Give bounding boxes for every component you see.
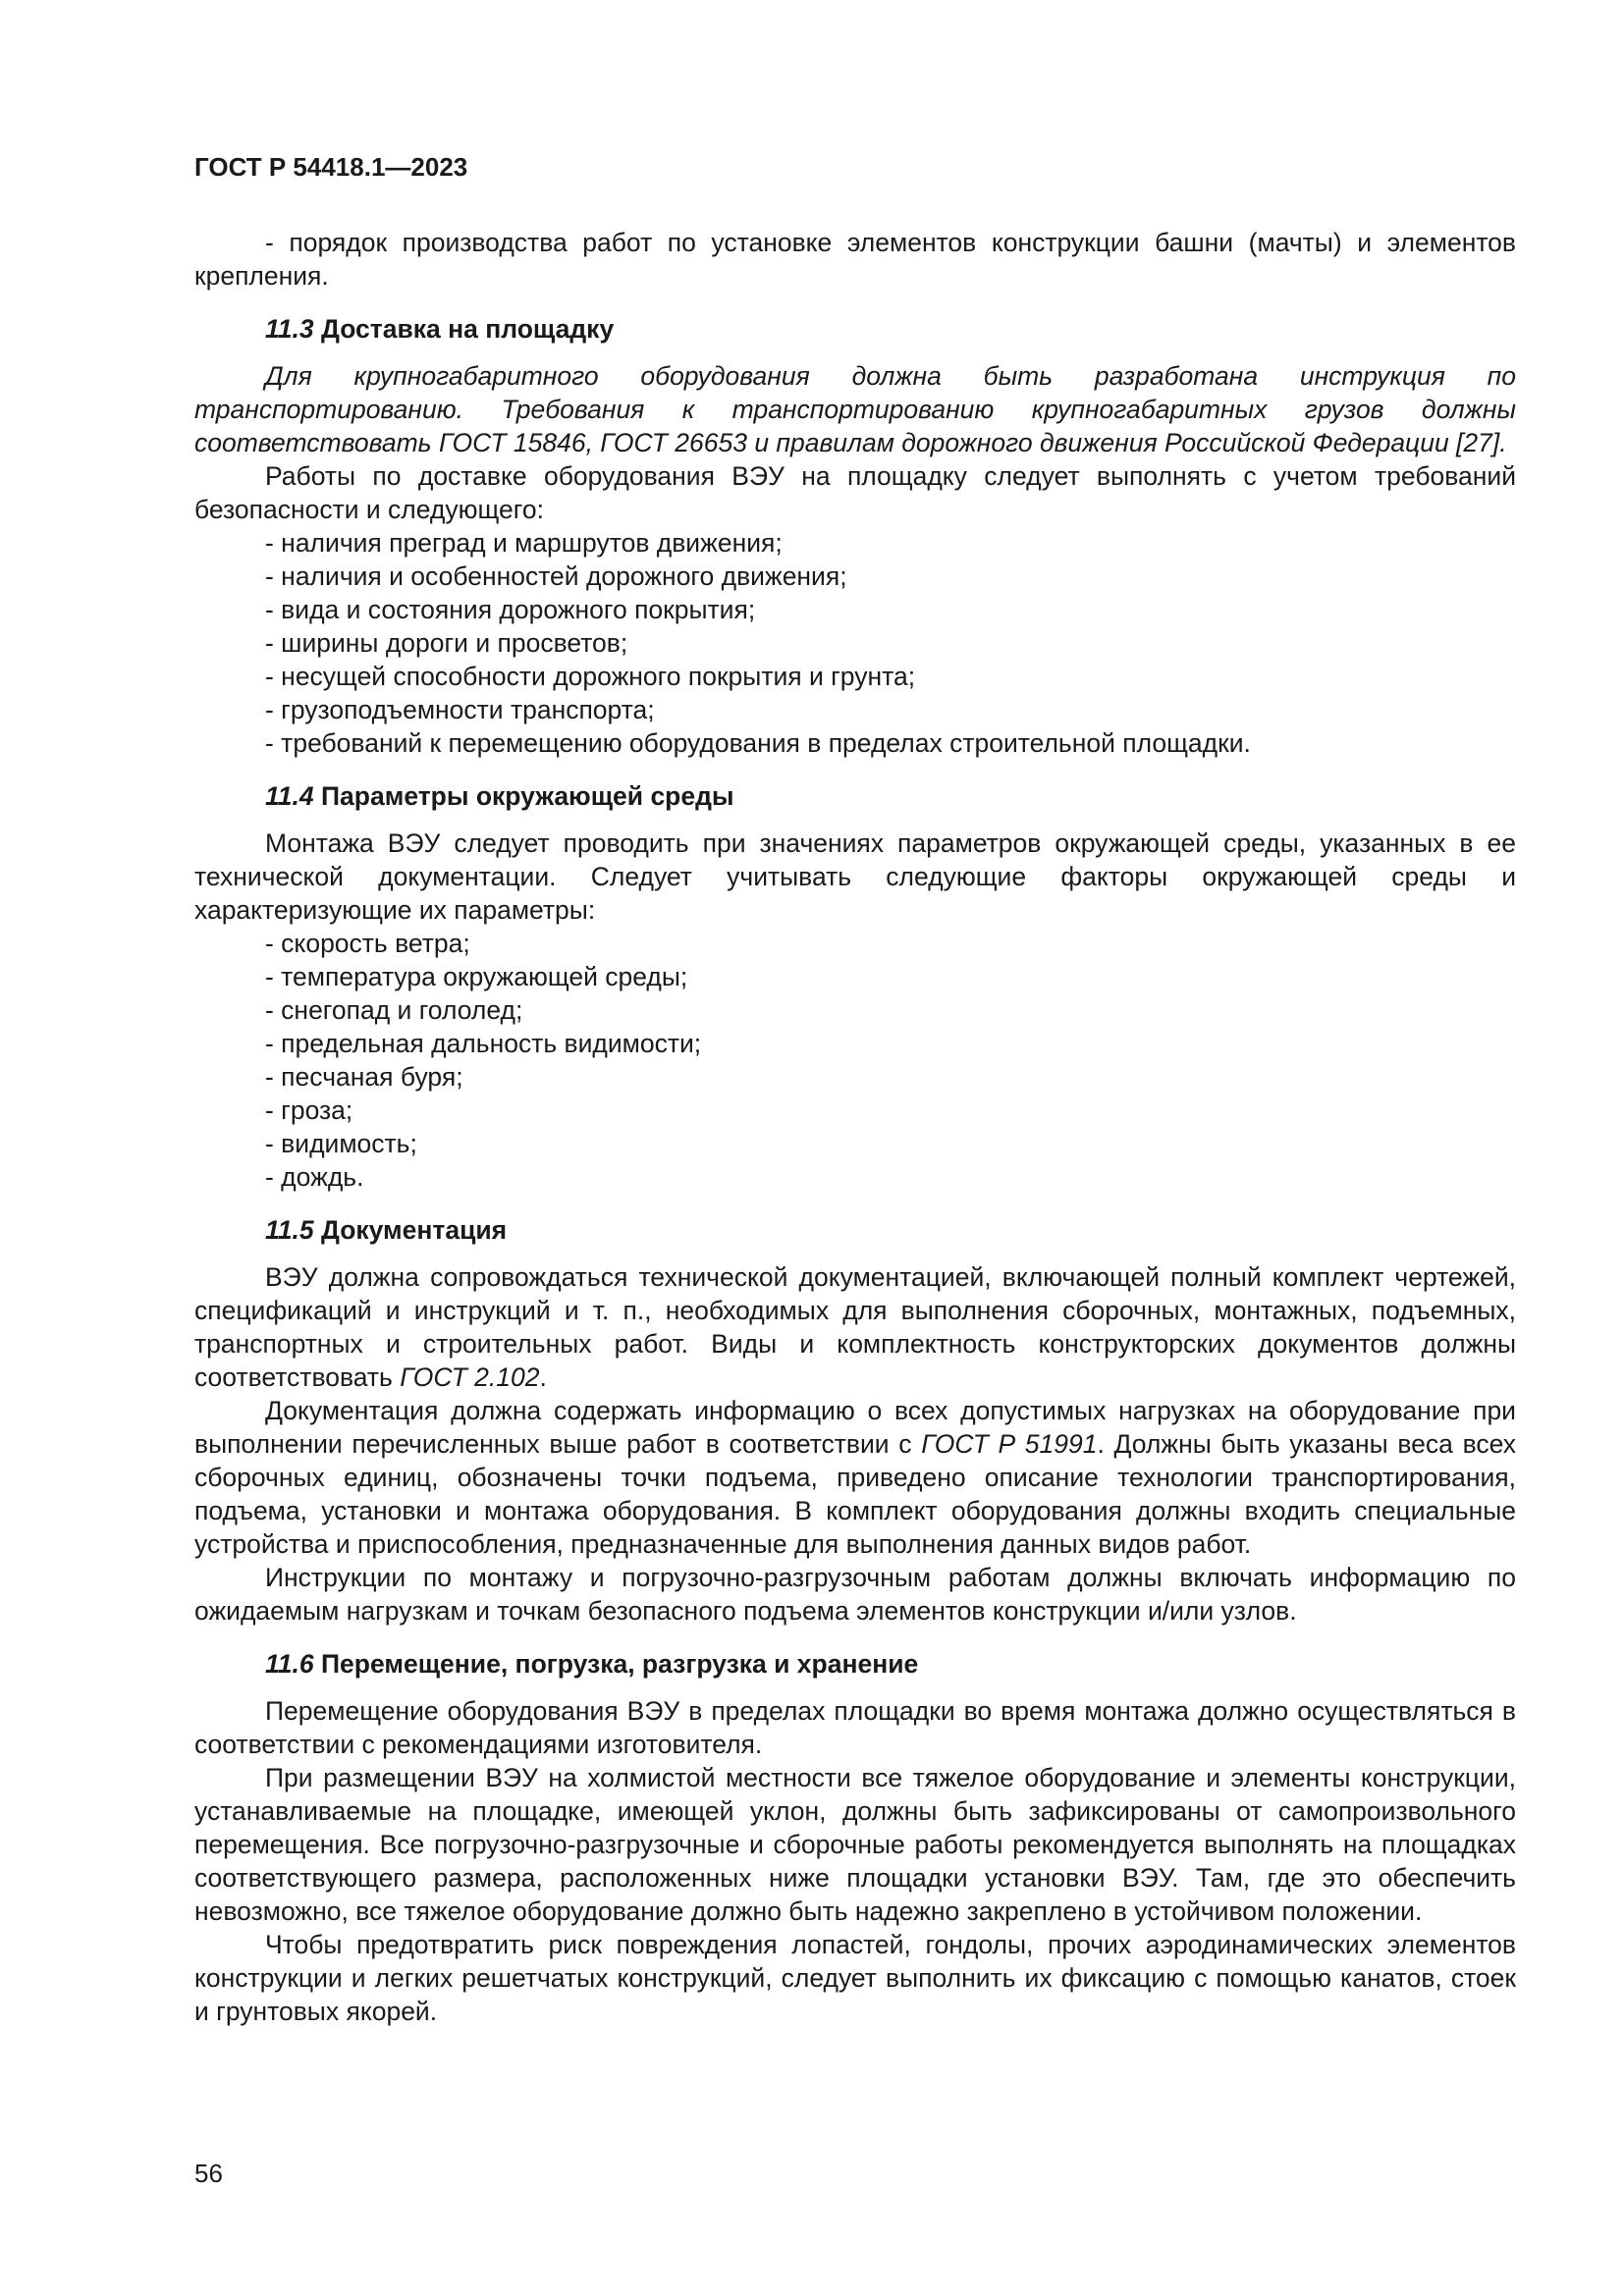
- section-number: 11.6: [265, 1649, 314, 1679]
- document-body: [194, 226, 1516, 2028]
- section-title: Перемещение, погрузка, разгрузка и хранение: [321, 1649, 919, 1679]
- section-title: Доставка на площадку: [321, 314, 615, 344]
- paragraph: Перемещение оборудования ВЭУ в пределах площадки во время монтажа должно осуществляться в соответствии с рекомендациями изготовителя.: [194, 1696, 1516, 1759]
- paragraph: Инструкции по монтажу и погрузочно-разгрузочным работам должны включать информацию по ожидаемым нагрузкам и точкам безопасного подъема элементов конструкции и/или узлов.: [194, 1563, 1516, 1626]
- page-number: 56: [194, 2159, 223, 2188]
- paragraph: Работы по доставке оборудования ВЭУ на площадку следует выполнять с учетом требований безопасности и следующего:: [194, 461, 1516, 524]
- text-run: ВЭУ должна сопровождаться технической документацией, включающей полный комплект чертежей, спецификаций и инструкций и т. п., необходимых для выполнения сборочных, монтажных, подъемных, транспортных и строительных работ. Виды и комплектность конструкторских документов должны соответствовать: [194, 1262, 1516, 1392]
- section-heading-11-5: [194, 1213, 1516, 1247]
- list-item: - дождь.: [265, 1162, 364, 1192]
- section-number: 11.4: [265, 781, 314, 811]
- list-item: - несущей способности дорожного покрытия и грунта;: [265, 662, 916, 691]
- paragraph: [194, 1260, 1516, 1394]
- list-item: - песчаная буря;: [265, 1062, 463, 1092]
- list-item: - грузоподъемности транспорта;: [265, 695, 655, 724]
- section-title: Параметры окружающей среды: [321, 781, 734, 811]
- paragraph: При размещении ВЭУ на холмистой местности все тяжелое оборудование и элементы конструкции, устанавливаемые на площадке, имеющей уклон, должны быть зафиксированы от самопроизвольного перемещения. Все погрузочно-разгрузочные и сборочные работы рекомендуется выполнять на площадках соответствующего размера, расположенных ниже площадки установки ВЭУ. Там, где это обеспечить невозможно, все тяжелое оборудование должно быть надежно закреплено в устойчивом положении.: [194, 1763, 1516, 1926]
- paragraph: Монтажа ВЭУ следует проводить при значениях параметров окружающей среды, указанных в ее технической документации. Следует учитывать следующие факторы окружающей среды и характеризующие их параметры:: [194, 828, 1516, 925]
- list: [194, 927, 1516, 1194]
- list-item: - снегопад и гололед;: [265, 995, 523, 1025]
- list-item: - требований к перемещению оборудования в пределах строительной площадки.: [265, 728, 1251, 758]
- paragraph: Для крупногабаритного оборудования должна быть разработана инструкция по транспортированию. Требования к транспортированию крупногабаритных грузов должны соответствовать ГОСТ 15846, ГОСТ 26653 и правилам дорожного движения Российской Федерации [27].: [194, 361, 1516, 457]
- section-title: Документация: [321, 1215, 508, 1245]
- list-item: - наличия и особенностей дорожного движения;: [265, 561, 847, 591]
- standard-reference: ГОСТ Р 51991: [921, 1429, 1098, 1459]
- text-run: . Должны быть указаны веса всех сборочных единиц, обозначены точки подъема, приведено описание технологии транспортирования, подъема, установки и монтажа оборудования. В комплект оборудования должны входить специальные устройства и приспособления, предназначенные для выполнения данных видов работ.: [194, 1429, 1517, 1559]
- section-heading-11-3: [194, 312, 1516, 346]
- section-heading-11-4: [194, 779, 1516, 813]
- list-item: - наличия преград и маршрутов движения;: [265, 528, 783, 558]
- section-number: 11.3: [265, 314, 314, 344]
- list-item: - температура окружающей среды;: [265, 962, 688, 991]
- section-number: 11.5: [265, 1215, 314, 1245]
- list-item: - скорость ветра;: [265, 929, 470, 958]
- text-run: .: [539, 1362, 547, 1392]
- document-header: ГОСТ Р 54418.1—2023: [194, 152, 468, 182]
- list-item: - вида и состояния дорожного покрытия;: [265, 595, 756, 624]
- paragraph: [194, 1394, 1516, 1561]
- text-run: Документация должна содержать информацию о всех допустимых нагрузках на оборудование при выполнении перечисленных выше работ в соответствии с: [194, 1396, 1516, 1459]
- list-item: - предельная дальность видимости;: [265, 1029, 702, 1058]
- standard-reference: ГОСТ 2.102: [400, 1362, 540, 1392]
- list-item: - гроза;: [265, 1095, 353, 1125]
- paragraph: Чтобы предотвратить риск повреждения лопастей, гондолы, прочих аэродинамических элементов конструкции и легких решетчатых конструкций, следует выполнить их фиксацию с помощью канатов, стоек и грунтовых якорей.: [194, 1930, 1516, 2026]
- list-item: - ширины дороги и просветов;: [265, 628, 628, 658]
- section-heading-11-6: [194, 1647, 1516, 1681]
- intro-paragraph: - порядок производства работ по установке элементов конструкции башни (мачты) и элементов крепления.: [194, 228, 1516, 291]
- list: [194, 526, 1516, 760]
- list-item: - видимость;: [265, 1129, 417, 1158]
